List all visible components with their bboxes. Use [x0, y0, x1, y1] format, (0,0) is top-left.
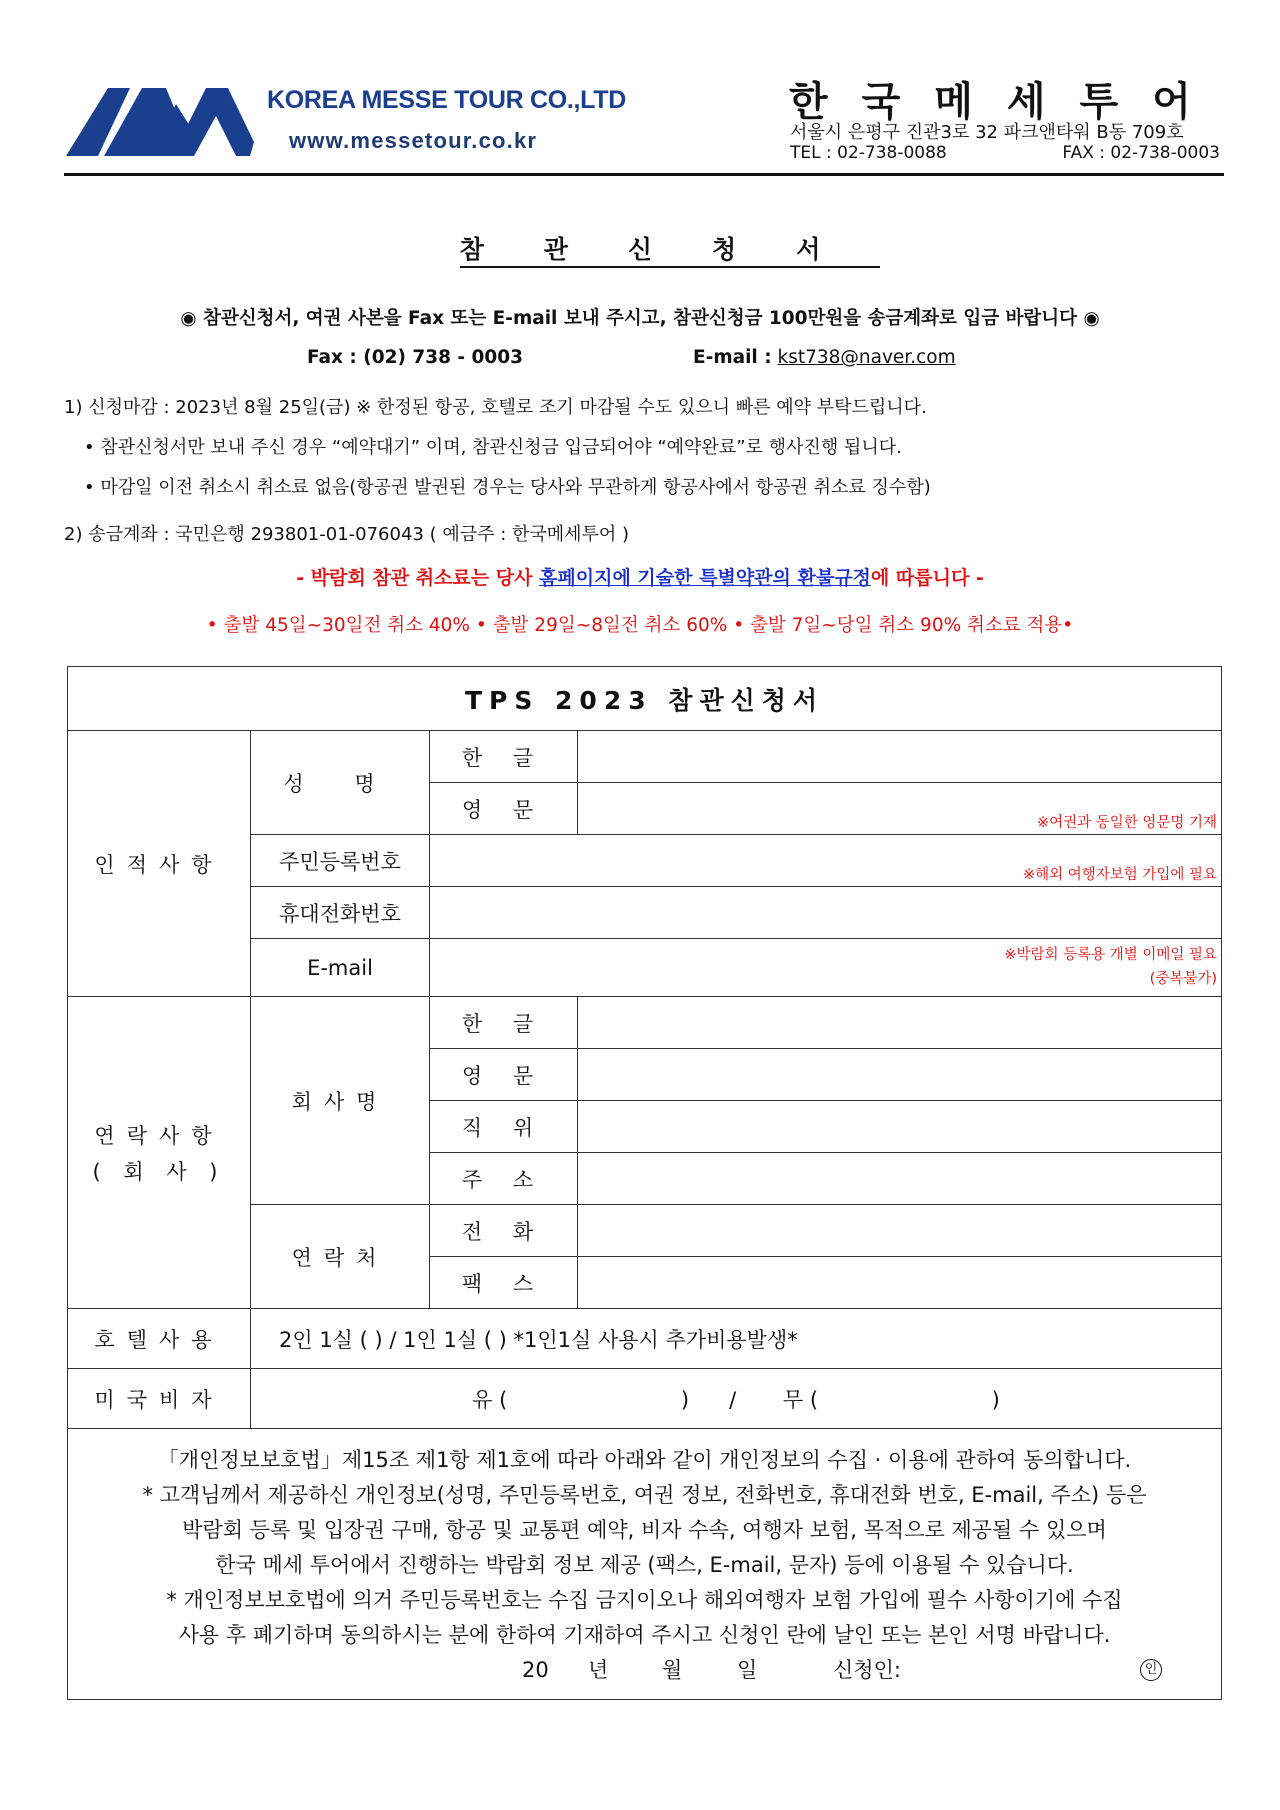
company-logo: [66, 84, 254, 156]
company-fax: FAX : 02-738-0003: [1062, 143, 1220, 163]
company-address: 서울시 은평구 진관3로 32 파크앤타워 B동 709호: [790, 122, 1184, 143]
mobile-input[interactable]: [430, 887, 1222, 939]
company-name-english: KOREA MESSE TOUR CO.,LTD: [267, 86, 627, 114]
name-english-input[interactable]: [578, 783, 1222, 835]
form-title: TPS 2023 참관신청서: [68, 667, 1222, 731]
bank-account-line: 2) 송금계좌 : 국민은행 293801-01-076043 ( 예금주 : 한국메세투어 ): [64, 524, 630, 545]
application-form: [67, 666, 1222, 1700]
fax-input[interactable]: [578, 1257, 1222, 1309]
email-label: E-mail :: [693, 347, 772, 368]
submission-notice: ◉ 참관신청서, 여권 사본을 Fax 또는 E-mail 보내 주시고, 참관신청금 100만원을 송금계좌로 입금 바랍니다 ◉: [180, 308, 1100, 329]
name-korean-input[interactable]: [578, 731, 1222, 783]
email-address-link[interactable]: kst738@naver.com: [777, 347, 956, 368]
date-year-prefix: 20: [522, 1658, 549, 1682]
address-label: 주 소: [430, 1153, 578, 1205]
refund-policy-post: 에 따릅니다 -: [870, 567, 984, 589]
cancellation-fee-line: • 출발 45일~30일전 취소 40% • 출발 29일~8일전 취소 60% • 출발 7일~당일 취소 90% 취소료 적용•: [206, 615, 1074, 636]
header-divider: [64, 173, 1224, 176]
name-english-label: 영 문: [430, 783, 578, 835]
privacy-consent: [68, 1429, 1222, 1700]
contact-info-section: [68, 997, 251, 1309]
company-english-input[interactable]: [578, 1049, 1222, 1101]
fax-number: Fax : (02) 738 - 0003: [307, 347, 524, 368]
company-name-label: 회사명: [251, 997, 430, 1205]
waitlist-note: • 참관신청서만 보내 주신 경우 “예약대기” 이며, 참관신청금 입금되어야 “예약완료”로 행사진행 됩니다.: [84, 437, 902, 458]
seal-mark[interactable]: 인: [1140, 1659, 1162, 1681]
mobile-label: 휴대전화번호: [251, 887, 430, 939]
email-line: [693, 347, 956, 368]
email-note: [1004, 943, 1217, 991]
phone-label: 전 화: [430, 1205, 578, 1257]
email-note-line2: (중복불가): [1149, 971, 1217, 987]
name-korean-label: 한 글: [430, 731, 578, 783]
company-korean-input[interactable]: [578, 997, 1222, 1049]
position-label: 직 위: [430, 1101, 578, 1153]
consent-line: 한국 메세 투어에서 진행하는 박람회 정보 제공 (팩스, E-mail, 문자) 등에 이용될 수 있습니다.: [215, 1553, 1074, 1577]
refund-policy-line: [0, 563, 1280, 590]
company-english-label: 영 문: [430, 1049, 578, 1101]
company-tel: TEL : 02-738-0088: [790, 143, 947, 163]
document-title-text: 참관신청서: [460, 235, 881, 268]
date-month-unit: 월: [662, 1658, 683, 1682]
document-title: [0, 230, 1280, 266]
rrn-note: ※해외 여행자보험 가입에 필요: [1022, 867, 1217, 883]
rrn-input[interactable]: [430, 835, 1222, 887]
english-name-note: ※여권과 동일한 영문명 기재: [1036, 815, 1217, 831]
signature-line: [68, 1653, 1221, 1689]
name-label: 성 명: [251, 731, 430, 835]
us-visa-options[interactable]: 유 ( ) / 무 ( ): [251, 1369, 1222, 1429]
email-field-label: E-mail: [251, 939, 430, 997]
contact-number-label: 연락처: [251, 1205, 430, 1309]
company-website[interactable]: www.messetour.co.kr: [289, 128, 538, 153]
company-korean-label: 한 글: [430, 997, 578, 1049]
hotel-label: 호텔사용: [68, 1309, 251, 1369]
consent-line: 「개인정보보호법」제15조 제1항 제1호에 따라 아래와 같이 개인정보의 수집 · 이용에 관하여 동의합니다.: [157, 1448, 1132, 1472]
refund-policy-link[interactable]: 홈페이지에 기술한 특별약관의 환불규정: [539, 567, 871, 589]
email-note-line1: ※박람회 등록용 개별 이메일 필요: [1004, 947, 1217, 963]
date-year-unit: 년: [588, 1658, 609, 1682]
personal-info-section: 인적사항: [68, 731, 251, 997]
applicant-label: 신청인:: [833, 1658, 901, 1682]
consent-line: * 개인정보보호법에 의거 주민등록번호는 수집 금지이오나 해외여행자 보험 가입에 필수 사항이기에 수집: [166, 1588, 1123, 1612]
date-day-unit: 일: [737, 1658, 758, 1682]
company-name-korean: 한국메세투어: [789, 79, 1225, 125]
refund-policy-pre: - 박람회 참관 취소료는 당사: [296, 567, 540, 589]
contact-section-title: 연락사항: [94, 1123, 224, 1148]
phone-input[interactable]: [578, 1205, 1222, 1257]
hotel-room-options[interactable]: 2인 1실 ( ) / 1인 1실 ( ) *1인1실 사용시 추가비용발생*: [251, 1309, 1222, 1369]
consent-line: * 고객님께서 제공하신 개인정보(성명, 주민등록번호, 여권 정보, 전화번호, 휴대전화 번호, E-mail, 주소) 등은: [142, 1483, 1147, 1507]
deadline-line: 1) 신청마감 : 2023년 8월 25일(금) ※ 한정된 항공, 호텔로 조기 마감될 수도 있으니 빠른 예약 부탁드립니다.: [64, 397, 927, 418]
us-visa-label: 미국비자: [68, 1369, 251, 1429]
rrn-label: 주민등록번호: [251, 835, 430, 887]
email-field[interactable]: [430, 939, 1222, 997]
consent-line: 박람회 등록 및 입장권 구매, 항공 및 교통편 예약, 비자 수속, 여행자 보험, 목적으로 제공될 수 있으며: [182, 1518, 1107, 1542]
cancellation-note: • 마감일 이전 취소시 취소료 없음(항공권 발권된 경우는 당사와 무관하게 항공사에서 항공권 취소료 징수함): [84, 477, 931, 498]
contact-section-subtitle: ( 회 사 ): [92, 1159, 226, 1184]
fax-label: 팩 스: [430, 1257, 578, 1309]
consent-line: 사용 후 폐기하며 동의하시는 분에 한하여 기재하여 주시고 신청인 란에 날인 또는 본인 서명 바랍니다.: [178, 1623, 1111, 1647]
address-input[interactable]: [578, 1153, 1222, 1205]
position-input[interactable]: [578, 1101, 1222, 1153]
